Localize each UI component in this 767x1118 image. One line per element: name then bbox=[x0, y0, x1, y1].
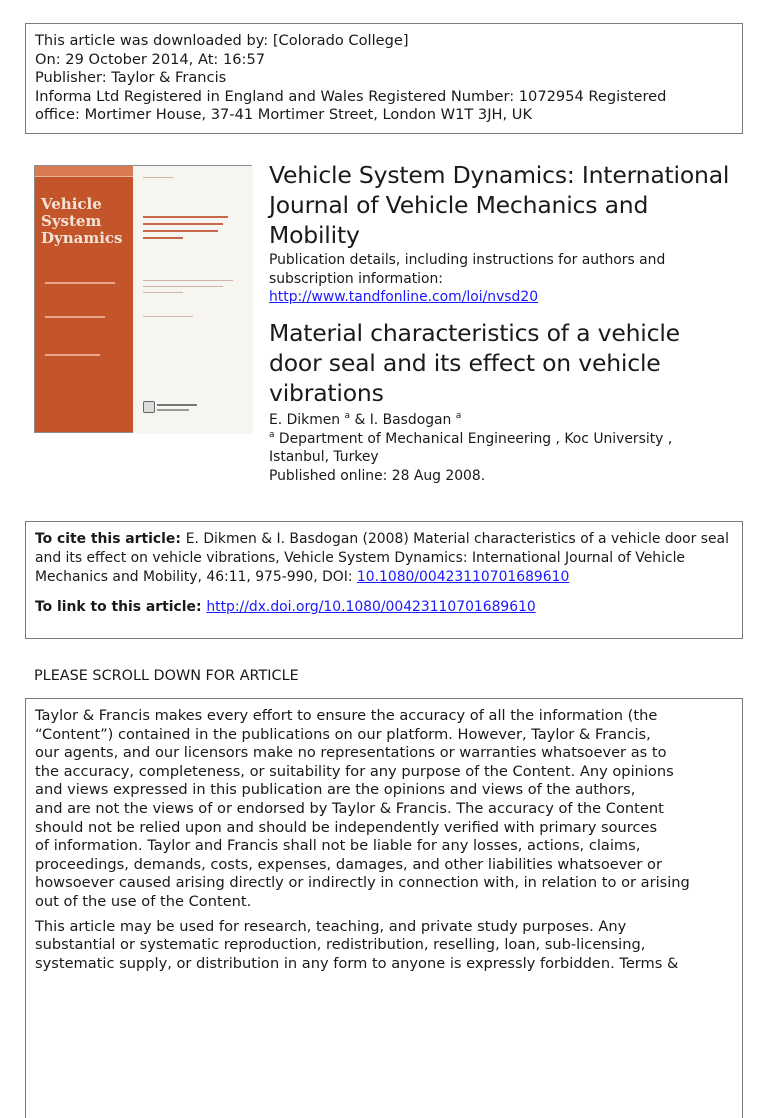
download-source: This article was downloaded by: [Colorado College] bbox=[35, 32, 409, 49]
cover-top-bar bbox=[35, 166, 133, 177]
doi-link[interactable]: 10.1080/00423110701689610 bbox=[356, 568, 570, 585]
cover-rule bbox=[45, 354, 100, 356]
publication-details: Publication details, including instructions for authors and subscription information: http://www.tandfonline.com/loi/nvsd20 bbox=[269, 252, 666, 305]
office-line: office: Mortimer House, 37-41 Mortimer Street, London W1T 3JH, UK bbox=[35, 106, 533, 124]
cover-panel-subtitle bbox=[143, 216, 228, 218]
article-url-link[interactable]: http://dx.doi.org/10.1080/00423110701689610 bbox=[206, 598, 536, 615]
author-list: E. Dikmen $^a$ & I. Basdogan $^a$ bbox=[269, 411, 462, 428]
article-title: Material characteristics of a vehicle door seal and its effect on vehicle vibrations bbox=[269, 319, 680, 407]
disclaimer-box bbox=[25, 698, 743, 1118]
cover-panel-line bbox=[143, 280, 233, 281]
registration-line: Informa Ltd Registered in England and Wales Registered Number: 1072954 Registered bbox=[35, 87, 667, 105]
journal-title: Vehicle System Dynamics: International Journal of Vehicle Mechanics and Mobility bbox=[269, 161, 730, 249]
cover-panel-line bbox=[157, 409, 189, 411]
authors-block bbox=[269, 411, 749, 485]
cite-label: To cite this article: bbox=[35, 531, 186, 547]
cover-rule bbox=[45, 282, 115, 284]
link-label: To link to this article: bbox=[35, 598, 207, 615]
cover-panel-line bbox=[143, 316, 193, 317]
journal-url-link[interactable]: http://www.tandfonline.com/loi/nvsd20 bbox=[269, 289, 539, 305]
cover-panel-subtitle bbox=[143, 230, 218, 232]
journal-cover-image bbox=[34, 165, 252, 433]
cover-panel-line bbox=[157, 404, 197, 406]
disclaimer-paragraph-2: This article may be used for research, teaching, and private study purposes. Any substantial or systematic reproduction, redistribution, reselling, loan, sub-licensing, systematic supply, or distribution in any form to anyone is expressly forbidden. Terms & bbox=[35, 917, 679, 972]
published-date: Published online: 28 Aug 2008. bbox=[269, 467, 486, 484]
cover-panel-subtitle bbox=[143, 237, 183, 239]
cover-title: Vehicle System Dynamics bbox=[41, 195, 123, 247]
affiliation-city: Istanbul, Turkey bbox=[269, 449, 379, 465]
affiliation: $^a$ Department of Mechanical Engineering , Koc University , bbox=[269, 429, 673, 447]
cover-panel-line bbox=[143, 292, 183, 293]
download-date: On: 29 October 2014, At: 16:57 bbox=[35, 50, 266, 68]
download-info-box bbox=[25, 23, 743, 134]
citation-box: To cite this article: E. Dikmen & I. Basdogan (2008) Material characteristics of a vehicle door seal and its effect on vehicle vibrations, Vehicle System Dynamics: International Journal of Vehicle Mechanics and Mobility, 46:11, 975-990, DOI: 10.1080/00423110701689610 To link to this article: http://dx.doi.org/10.1080/00423110701689610 bbox=[25, 521, 743, 639]
cover-panel-subtitle bbox=[143, 223, 223, 225]
publisher: Publisher: Taylor & Francis bbox=[35, 69, 227, 87]
cover-rule bbox=[45, 316, 105, 318]
cover-panel-line bbox=[143, 286, 223, 287]
disclaimer-paragraph-1: Taylor & Francis makes every effort to ensure the accuracy of all the information (the “Content”) contained in the publications on our platform. However, Taylor & Francis, our agents, and our licensors make no representations or warranties whatsoever as to the accuracy, completeness, or suitability for any purpose of the Content. Any opinions and views expressed in this publication are the opinions and views of the authors, and are not the views of or endorsed by Taylor & Francis. The accuracy of the Content should not be relied upon and should be independently verified with primary sources of information. Taylor and Francis shall not be liable for any losses, actions, claims, proceedings, demands, costs, expenses, damages, and other liabilities whatsoever or howsoever caused arising directly or indirectly in connection with, in relation to or arising out of the use of the Content. bbox=[35, 707, 690, 910]
scroll-notice: PLEASE SCROLL DOWN FOR ARTICLE bbox=[34, 668, 299, 684]
cover-panel-line bbox=[143, 177, 173, 178]
cover-white-panel bbox=[133, 166, 253, 434]
publisher-logo-icon bbox=[143, 401, 155, 413]
